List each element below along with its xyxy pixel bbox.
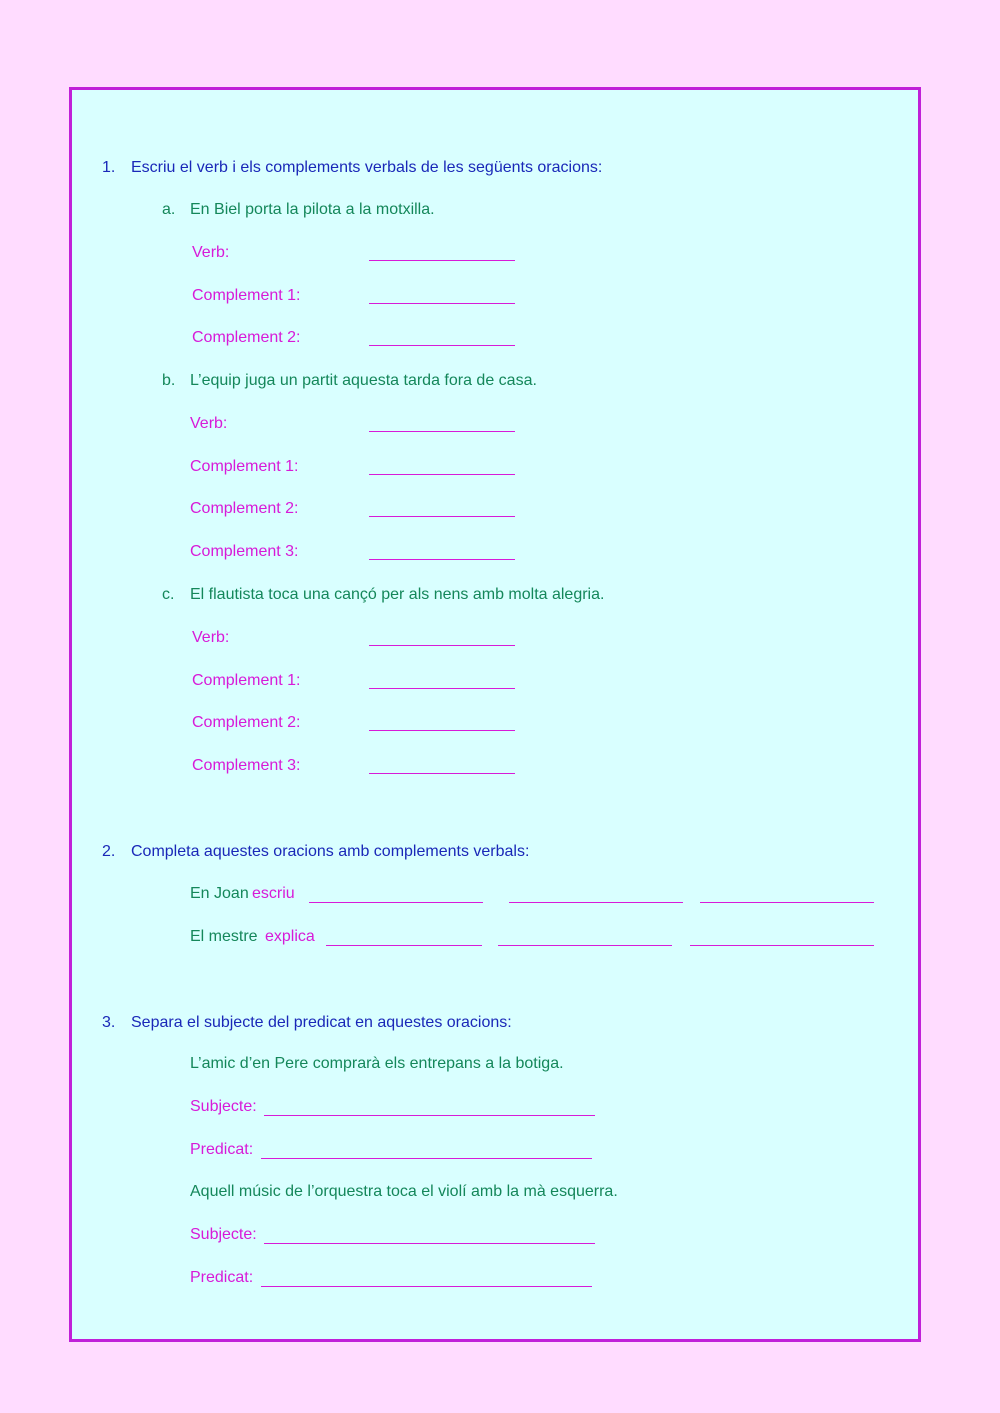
q3-prompt: Separa el subjecte del predicat en aquestes oracions: xyxy=(131,1014,512,1031)
q3-sentence2-predicate-line[interactable] xyxy=(261,1286,592,1287)
q3-number: 3. xyxy=(102,1014,116,1031)
q1c-verb-label: Verb: xyxy=(192,629,230,646)
q1b-verb-answer-line[interactable] xyxy=(369,431,515,432)
q1c-complement3-answer-line[interactable] xyxy=(369,773,515,774)
q3-sentence2: Aquell músic de l’orquestra toca el violí amb la mà esquerra. xyxy=(190,1183,618,1200)
q2-prompt: Completa aquestes oracions amb complements verbals: xyxy=(131,843,530,860)
q1c-complement1-label: Complement 1: xyxy=(192,672,301,689)
q3-sentence1-predicate-label: Predicat: xyxy=(190,1141,254,1158)
q1b-complement3-answer-line[interactable] xyxy=(369,559,515,560)
q2-number: 2. xyxy=(102,843,116,860)
q2-sentence2-subject: El mestre xyxy=(190,928,258,945)
q1b-verb-label: Verb: xyxy=(190,415,228,432)
q1a-complement1-label: Complement 1: xyxy=(192,287,301,304)
q1c-complement1-answer-line[interactable] xyxy=(369,688,515,689)
q1b-complement1-answer-line[interactable] xyxy=(369,474,515,475)
q2-sentence2-answer-line-2[interactable] xyxy=(498,945,672,946)
q3-sentence2-predicate-label: Predicat: xyxy=(190,1269,254,1286)
q3-sentence1-subject-label: Subjecte: xyxy=(190,1098,257,1115)
q1c-verb-answer-line[interactable] xyxy=(369,645,515,646)
q1c-complement2-label: Complement 2: xyxy=(192,714,301,731)
q1a-complement2-label: Complement 2: xyxy=(192,329,301,346)
q3-sentence2-subject-line[interactable] xyxy=(264,1243,595,1244)
q1c-complement2-answer-line[interactable] xyxy=(369,730,515,731)
q2-sentence1-verb: escriu xyxy=(252,885,295,902)
q2-sentence2-verb: explica xyxy=(265,928,315,945)
q3-sentence2-subject-label: Subjecte: xyxy=(190,1226,257,1243)
q1c-complement3-label: Complement 3: xyxy=(192,757,301,774)
q2-sentence1-answer-line-3[interactable] xyxy=(700,902,874,903)
q1a-complement1-answer-line[interactable] xyxy=(369,303,515,304)
q2-sentence1-answer-line-2[interactable] xyxy=(509,902,683,903)
q2-sentence2-answer-line-3[interactable] xyxy=(690,945,874,946)
q2-sentence2-answer-line-1[interactable] xyxy=(326,945,482,946)
q1-number: 1. xyxy=(102,159,116,176)
q3-sentence1-subject-line[interactable] xyxy=(264,1115,595,1116)
q1b-sentence: L’equip juga un partit aquesta tarda fora de casa. xyxy=(190,372,537,389)
q1b-complement2-label: Complement 2: xyxy=(190,500,299,517)
q3-sentence1: L’amic d’en Pere comprarà els entrepans a la botiga. xyxy=(190,1055,564,1072)
q2-sentence1-answer-line-1[interactable] xyxy=(309,902,483,903)
q1c-sentence: El flautista toca una cançó per als nens amb molta alegria. xyxy=(190,586,605,603)
q1a-verb-answer-line[interactable] xyxy=(369,260,515,261)
q1c-letter: c. xyxy=(162,586,175,603)
q1a-sentence: En Biel porta la pilota a la motxilla. xyxy=(190,201,435,218)
q1b-letter: b. xyxy=(162,372,176,389)
q1b-complement1-label: Complement 1: xyxy=(190,458,299,475)
q1-prompt: Escriu el verb i els complements verbals de les següents oracions: xyxy=(131,159,603,176)
q1a-letter: a. xyxy=(162,201,176,218)
q3-sentence1-predicate-line[interactable] xyxy=(261,1158,592,1159)
q1a-complement2-answer-line[interactable] xyxy=(369,345,515,346)
q1b-complement2-answer-line[interactable] xyxy=(369,516,515,517)
q1a-verb-label: Verb: xyxy=(192,244,230,261)
q1b-complement3-label: Complement 3: xyxy=(190,543,299,560)
q2-sentence1-subject: En Joan xyxy=(190,885,249,902)
